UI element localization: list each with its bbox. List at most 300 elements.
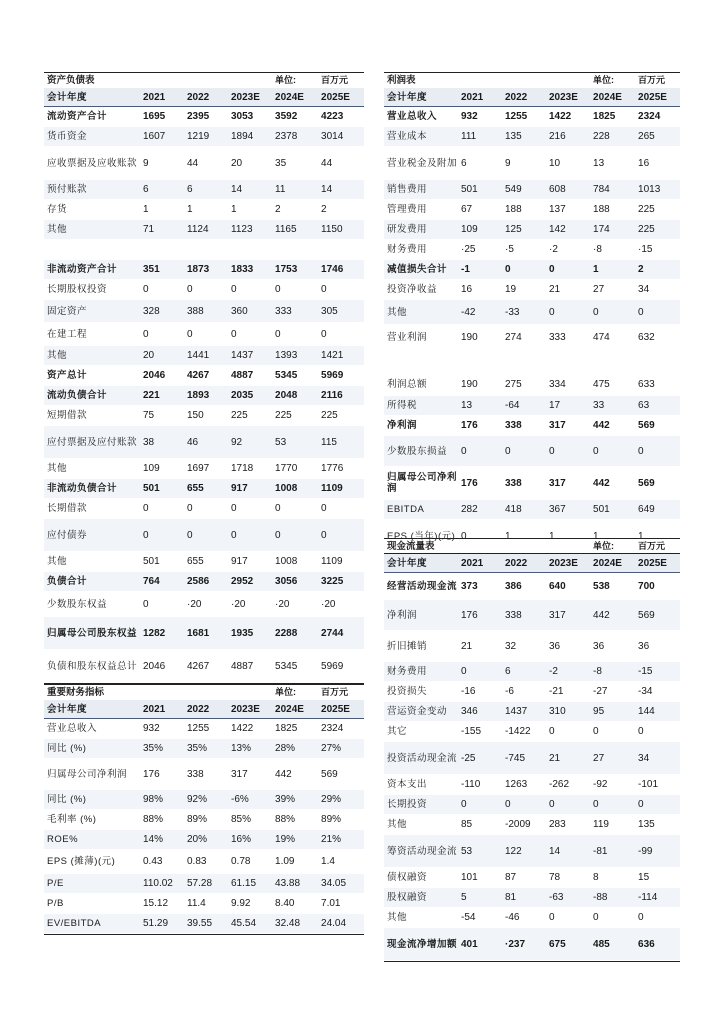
row-value: 75 [140, 406, 184, 426]
row-value: 0 [184, 519, 228, 552]
income-statement-table [384, 72, 680, 554]
row-value: 1681 [184, 617, 228, 650]
row-value: 401 [458, 928, 502, 961]
row-value: 367 [546, 500, 590, 520]
table-row [384, 702, 680, 722]
row-label: 非流动负债合计 [44, 479, 140, 499]
row-label: 预付账款 [44, 180, 140, 200]
row-value: 11 [272, 180, 318, 200]
row-label: 长期股权投资 [44, 280, 140, 300]
row-value: 3014 [318, 127, 364, 147]
row-value [590, 350, 635, 373]
row-value: 5 [458, 888, 502, 908]
row-value: 14 [546, 835, 590, 868]
row-value: 57.28 [184, 874, 228, 894]
row-value: 109 [140, 459, 184, 479]
row-value: 88% [140, 810, 184, 830]
row-value: -99 [635, 835, 680, 868]
row-value: 0 [228, 499, 272, 519]
row-value: 282 [458, 500, 502, 520]
row-value: 0 [184, 323, 228, 346]
unit-value: 百万元 [635, 73, 680, 89]
row-value: 1421 [318, 346, 364, 366]
row-value: 176 [458, 467, 502, 500]
header-year: 2022 [184, 700, 228, 719]
row-value: 98% [140, 790, 184, 810]
row-value: 1776 [318, 459, 364, 479]
row-label: 财务费用 [384, 662, 458, 682]
row-value: 334 [546, 373, 590, 396]
row-value: 1422 [228, 719, 272, 739]
row-label: 其他 [44, 220, 140, 240]
row-value: 0 [635, 300, 680, 325]
row-value: 0 [458, 795, 502, 815]
row-value [546, 350, 590, 373]
row-value: 87 [502, 868, 546, 888]
row-value: 0 [635, 908, 680, 928]
table-row [44, 914, 364, 934]
table-row [384, 147, 680, 180]
row-value: -54 [458, 908, 502, 928]
row-value: 784 [590, 180, 635, 200]
row-value: 1393 [272, 346, 318, 366]
row-value: 20 [228, 147, 272, 180]
row-value: 0 [590, 436, 635, 467]
header-year: 2021 [458, 88, 502, 107]
row-value: 225 [635, 200, 680, 220]
table-row [384, 722, 680, 742]
table-row [44, 739, 364, 759]
row-value: 932 [458, 107, 502, 127]
row-value: 0 [546, 300, 590, 325]
row-value: 317 [228, 759, 272, 790]
row-value: 176 [458, 600, 502, 631]
row-value: 188 [590, 200, 635, 220]
row-label: 资本支出 [384, 775, 458, 795]
row-label: P/B [44, 894, 140, 914]
row-value: 764 [140, 572, 184, 592]
row-label: 财务费用 [384, 240, 458, 260]
row-value: 225 [318, 406, 364, 426]
row-value: -155 [458, 722, 502, 742]
row-value: 1 [184, 200, 228, 220]
table-row [44, 650, 364, 683]
row-value: -2009 [502, 815, 546, 835]
row-value: 0 [502, 260, 546, 280]
row-value: 63 [635, 396, 680, 416]
row-value: 135 [635, 815, 680, 835]
row-label: 其他 [44, 459, 140, 479]
row-value: 0 [546, 260, 590, 280]
row-value [318, 240, 364, 260]
row-value: 0 [590, 908, 635, 928]
header-year: 2024E [590, 554, 635, 573]
row-value: 221 [140, 386, 184, 406]
row-value: 1124 [184, 220, 228, 240]
table-row [384, 220, 680, 240]
row-value: 675 [546, 928, 590, 961]
row-label: 应付票据及应付账款 [44, 426, 140, 459]
row-value: 39% [272, 790, 318, 810]
row-value: 265 [635, 127, 680, 147]
row-value: 27% [318, 739, 364, 759]
row-value: 6 [458, 147, 502, 180]
row-value: 14 [228, 180, 272, 200]
row-value: 649 [635, 500, 680, 520]
table-row [44, 850, 364, 874]
row-value: 32.48 [272, 914, 318, 934]
row-value: 0 [458, 520, 502, 553]
row-value: 2952 [228, 572, 272, 592]
row-value: 569 [635, 416, 680, 436]
row-value: 333 [546, 325, 590, 350]
row-value: 1255 [502, 107, 546, 127]
row-value: -16 [458, 682, 502, 702]
row-value: 3053 [228, 107, 272, 127]
row-value: 0 [140, 280, 184, 300]
row-value: 1 [140, 200, 184, 220]
row-value: 0 [635, 722, 680, 742]
row-value: 4223 [318, 107, 364, 127]
row-value: 67 [458, 200, 502, 220]
row-value: 10 [546, 147, 590, 180]
row-value: 4267 [184, 366, 228, 386]
row-value: 111 [458, 127, 502, 147]
row-value: -114 [635, 888, 680, 908]
row-value: ·2 [546, 240, 590, 260]
row-value: 225 [272, 406, 318, 426]
row-value: 2046 [140, 366, 184, 386]
row-value: -88 [590, 888, 635, 908]
row-value: 13 [590, 147, 635, 180]
table-row [44, 894, 364, 914]
row-value: 351 [140, 260, 184, 280]
row-value: 0 [590, 300, 635, 325]
table-row [44, 147, 364, 180]
row-value: 29% [318, 790, 364, 810]
header-year: 2023E [546, 554, 590, 573]
row-value: 19% [272, 830, 318, 850]
row-value: -1 [458, 260, 502, 280]
row-value: 119 [590, 815, 635, 835]
row-value: 5345 [272, 650, 318, 683]
table-row [384, 662, 680, 682]
row-value: 190 [458, 373, 502, 396]
table-row [384, 280, 680, 300]
table-row [44, 617, 364, 650]
header-year: 2024E [272, 700, 318, 719]
table-row [44, 830, 364, 850]
row-value: 0 [546, 436, 590, 467]
row-value: 0 [140, 592, 184, 617]
row-value: -63 [546, 888, 590, 908]
row-value: 338 [502, 467, 546, 500]
row-value: 174 [590, 220, 635, 240]
row-value: 0 [272, 323, 318, 346]
row-value: 0 [140, 499, 184, 519]
row-value: 20 [140, 346, 184, 366]
row-value: 501 [590, 500, 635, 520]
row-label: 经营活动现金流 [384, 573, 458, 600]
row-value: 21 [546, 280, 590, 300]
row-value: 32 [502, 631, 546, 662]
table-row [44, 552, 364, 572]
header-year: 2021 [140, 700, 184, 719]
row-value: -46 [502, 908, 546, 928]
row-label: EPS (摊薄)(元) [44, 850, 140, 874]
header-year: 2024E [272, 88, 318, 107]
row-label: 营业总收入 [384, 107, 458, 127]
row-label: 债权融资 [384, 868, 458, 888]
row-label: 管理费用 [384, 200, 458, 220]
table-row [44, 459, 364, 479]
row-label [384, 350, 458, 373]
row-value: 125 [502, 220, 546, 240]
row-value: 0 [635, 795, 680, 815]
row-label: 净利润 [384, 600, 458, 631]
header-year: 2022 [502, 88, 546, 107]
row-value: 44 [318, 147, 364, 180]
row-value: 78 [546, 868, 590, 888]
table-row [44, 592, 364, 617]
row-value: 135 [502, 127, 546, 147]
row-value: 35 [272, 147, 318, 180]
row-value: 0 [458, 436, 502, 467]
row-value: 275 [502, 373, 546, 396]
row-label: 营业利润 [384, 325, 458, 350]
table-row [44, 107, 364, 127]
row-value: 0 [184, 499, 228, 519]
row-value: 35% [184, 739, 228, 759]
table-row [384, 815, 680, 835]
row-value: 3056 [272, 572, 318, 592]
row-value: 188 [502, 200, 546, 220]
row-value: 190 [458, 325, 502, 350]
row-value: 16 [458, 280, 502, 300]
row-label: 净利润 [384, 416, 458, 436]
row-value: 1718 [228, 459, 272, 479]
row-value: 1 [228, 200, 272, 220]
row-value: 8 [590, 868, 635, 888]
row-value: 1109 [318, 479, 364, 499]
row-value: 0 [502, 795, 546, 815]
row-value: 9 [502, 147, 546, 180]
header-year: 2022 [502, 554, 546, 573]
row-value: 71 [140, 220, 184, 240]
row-label: 研发费用 [384, 220, 458, 240]
row-value: 14 [318, 180, 364, 200]
row-value: 0 [546, 908, 590, 928]
table-row [44, 300, 364, 323]
row-value: 655 [184, 552, 228, 572]
row-value: 1 [635, 520, 680, 553]
row-label: 固定资产 [44, 300, 140, 323]
row-value: 16% [228, 830, 272, 850]
row-label: 应收票据及应收账款 [44, 147, 140, 180]
row-value: 0 [635, 436, 680, 467]
row-value: 33 [590, 396, 635, 416]
row-value: ·20 [318, 592, 364, 617]
table-row [44, 180, 364, 200]
row-value: 1219 [184, 127, 228, 147]
row-value: 45.54 [228, 914, 272, 934]
row-value: 1.09 [272, 850, 318, 874]
row-value: 346 [458, 702, 502, 722]
row-value: 101 [458, 868, 502, 888]
table-row [44, 346, 364, 366]
row-value: 36 [590, 631, 635, 662]
row-value: 1255 [184, 719, 228, 739]
row-label: 少数股东权益 [44, 592, 140, 617]
row-value: 6 [184, 180, 228, 200]
row-value: 1825 [272, 719, 318, 739]
table-bottom-rule [384, 961, 680, 962]
row-label: 少数股东损益 [384, 436, 458, 467]
row-value: 274 [502, 325, 546, 350]
row-value: 317 [546, 467, 590, 500]
row-value: 9.92 [228, 894, 272, 914]
row-value: 115 [318, 426, 364, 459]
table-row [384, 300, 680, 325]
row-value: ·5 [502, 240, 546, 260]
row-value: 338 [184, 759, 228, 790]
row-label: 销售费用 [384, 180, 458, 200]
header-year: 2025E [635, 554, 680, 573]
row-value: 1422 [546, 107, 590, 127]
row-value: 85% [228, 810, 272, 830]
row-value: 89% [318, 810, 364, 830]
row-value: 2048 [272, 386, 318, 406]
row-value: 61.15 [228, 874, 272, 894]
row-value: -27 [590, 682, 635, 702]
table-row [384, 180, 680, 200]
row-value: 9 [140, 147, 184, 180]
header-row [44, 88, 364, 107]
row-value: 27 [590, 742, 635, 775]
table-row [44, 366, 364, 386]
row-value: 1263 [502, 775, 546, 795]
table-row [44, 386, 364, 406]
row-label [44, 240, 140, 260]
row-value: 0 [590, 795, 635, 815]
table-bottom-rule [44, 934, 364, 935]
row-label: 归属母公司股东权益 [44, 617, 140, 650]
row-value: 3592 [272, 107, 318, 127]
row-value: 1008 [272, 552, 318, 572]
row-label: EV/EBITDA [44, 914, 140, 934]
row-label: 长期借款 [44, 499, 140, 519]
key_ratios-title-row [44, 685, 364, 701]
row-value: 655 [184, 479, 228, 499]
row-value: 1150 [318, 220, 364, 240]
table-row [384, 908, 680, 928]
row-value: 328 [140, 300, 184, 323]
row-value: 633 [635, 373, 680, 396]
row-label: 减值损失合计 [384, 260, 458, 280]
header-year-label: 会计年度 [44, 88, 140, 107]
row-value: 1825 [590, 107, 635, 127]
row-value: 19 [502, 280, 546, 300]
row-value: 38 [140, 426, 184, 459]
row-label: 同比 (%) [44, 790, 140, 810]
header-year: 2023E [228, 700, 272, 719]
table-title: 重要财务指标 [44, 685, 272, 701]
row-value: 1 [546, 520, 590, 553]
row-value: -34 [635, 682, 680, 702]
row-value: 0.83 [184, 850, 228, 874]
row-value: 373 [458, 573, 502, 600]
cash-flow-table [384, 538, 680, 962]
table-row [44, 874, 364, 894]
row-label: 在建工程 [44, 323, 140, 346]
table-row [44, 426, 364, 459]
row-value: 305 [318, 300, 364, 323]
row-label: 现金流净增加额 [384, 928, 458, 961]
row-value: ·25 [458, 240, 502, 260]
table-row [384, 573, 680, 600]
row-value: 28% [272, 739, 318, 759]
row-value: -42 [458, 300, 502, 325]
row-value: 932 [140, 719, 184, 739]
row-value: -81 [590, 835, 635, 868]
row-value: -6 [502, 682, 546, 702]
row-label: 其他 [384, 908, 458, 928]
table-row [384, 107, 680, 127]
header-row [384, 554, 680, 573]
row-value: 0 [272, 280, 318, 300]
row-value [635, 350, 680, 373]
row-value: 17 [546, 396, 590, 416]
row-label: 营运资金变动 [384, 702, 458, 722]
row-value: 5969 [318, 366, 364, 386]
unit-label: 单位: [272, 73, 318, 89]
row-value: 0 [228, 519, 272, 552]
row-value: 176 [140, 759, 184, 790]
row-value: 1109 [318, 552, 364, 572]
row-value: 0 [272, 519, 318, 552]
row-value: 1833 [228, 260, 272, 280]
row-value: 34.05 [318, 874, 364, 894]
row-label: 投资损失 [384, 682, 458, 702]
row-value: 8.40 [272, 894, 318, 914]
row-value [140, 240, 184, 260]
row-label: 其他 [384, 300, 458, 325]
row-value: 0 [228, 323, 272, 346]
row-value: 20% [184, 830, 228, 850]
row-value: 475 [590, 373, 635, 396]
header-year-label: 会计年度 [384, 554, 458, 573]
cash_flow-grid [384, 538, 680, 961]
row-value: 569 [318, 759, 364, 790]
row-label: 短期借款 [44, 406, 140, 426]
row-value: 1 [502, 520, 546, 553]
row-value: 13 [458, 396, 502, 416]
row-value: 501 [140, 552, 184, 572]
table-row [384, 373, 680, 396]
row-value: 0.43 [140, 850, 184, 874]
row-label: 存货 [44, 200, 140, 220]
unit-value: 百万元 [318, 73, 364, 89]
row-label: 营业税金及附加 [384, 147, 458, 180]
row-value: 34 [635, 742, 680, 775]
row-label: ROE% [44, 830, 140, 850]
row-label: 货币资金 [44, 127, 140, 147]
table-row [384, 240, 680, 260]
row-value: 538 [590, 573, 635, 600]
row-label: 折旧摊销 [384, 631, 458, 662]
row-label: 营业总收入 [44, 719, 140, 739]
row-value: 636 [635, 928, 680, 961]
